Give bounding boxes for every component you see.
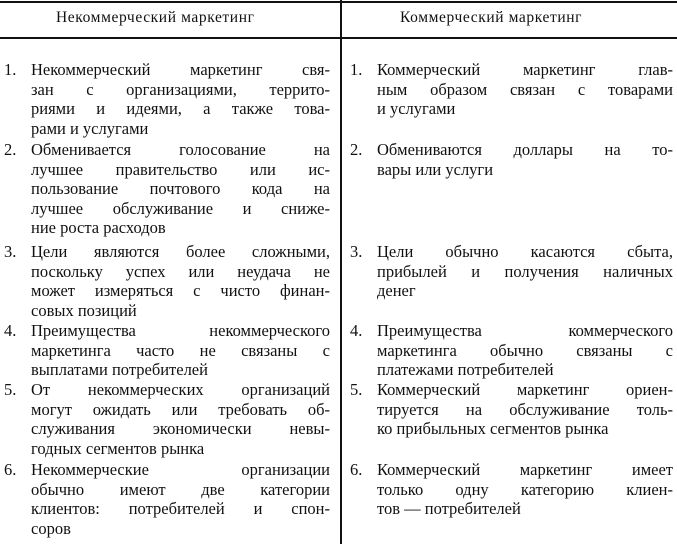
commercial-item-line: только одну категорию клиен-: [377, 479, 673, 499]
noncommercial-item-text: [31, 242, 330, 320]
noncommercial-item-text: [31, 60, 330, 138]
noncommercial-item-number: 1.: [4, 60, 17, 79]
commercial-item-line: вары или услуги: [377, 159, 494, 179]
column-divider: [340, 0, 342, 544]
noncommercial-item-line: могут ожидать или требовать об-: [31, 399, 330, 419]
commercial-item-line: прибылей и получения наличных: [377, 261, 673, 281]
commercial-item-text: [377, 140, 673, 179]
noncommercial-item-text: [31, 140, 330, 238]
noncommercial-item-line: ние роста расходов: [31, 218, 166, 237]
commercial-item-line: Коммерческий маркетинг глав-: [377, 60, 673, 79]
noncommercial-item-line: Некоммерческие организации: [31, 460, 330, 479]
noncommercial-item-number: 3.: [4, 242, 17, 261]
noncommercial-item-line: зан с организациями, террито-: [31, 79, 330, 99]
commercial-item-line: Коммерческий маркетинг имеет: [377, 460, 673, 479]
noncommercial-item-line: может измеряться с чисто финан-: [31, 281, 330, 300]
noncommercial-item-number: 6.: [4, 460, 17, 479]
noncommercial-item-line: обычно имеют две категории: [31, 479, 330, 499]
noncommercial-item-line: Преимущества некоммерческого: [31, 321, 330, 340]
commercial-item-line: Преимущества коммерческого: [377, 321, 673, 340]
noncommercial-item-line: совых позиций: [31, 300, 137, 320]
commercial-item-number: 4.: [350, 321, 363, 340]
noncommercial-item-line: пользование почтового кода на: [31, 179, 330, 198]
commercial-item-text: [377, 321, 673, 380]
table-top-rule: [0, 1, 677, 3]
noncommercial-item-line: соров: [31, 518, 71, 538]
commercial-item-line: Цели обычно касаются сбыта,: [377, 242, 673, 261]
noncommercial-item-text: [31, 460, 330, 538]
commercial-item-line: маркетинга обычно связаны с: [377, 340, 673, 360]
commercial-item-number: 3.: [350, 242, 363, 261]
header-commercial: Коммерческий маркетинг: [400, 9, 583, 26]
commercial-item-line: Коммерческий маркетинг ориен-: [377, 380, 673, 399]
header-rule: [0, 37, 677, 39]
commercial-item-number: 2.: [350, 140, 363, 159]
noncommercial-item-line: От некоммерческих организаций: [31, 380, 330, 399]
noncommercial-item-line: маркетинга часто не связаны с: [31, 340, 330, 360]
commercial-item-text: [377, 380, 673, 439]
commercial-item-text: [377, 460, 673, 519]
noncommercial-item-line: поскольку успех или неудача не: [31, 261, 330, 281]
commercial-item-line: ным образом связан с товарами: [377, 79, 673, 99]
noncommercial-item-line: служивания экономически невы-: [31, 419, 330, 438]
noncommercial-item-line: Некоммерческий маркетинг свя-: [31, 60, 330, 79]
header-noncommercial: Некоммерческий маркетинг: [56, 9, 255, 26]
commercial-item-line: Обмениваются доллары на то-: [377, 140, 673, 159]
commercial-item-line: денег: [377, 281, 416, 300]
commercial-item-line: тов — потребителей: [377, 499, 521, 518]
noncommercial-item-line: клиентов: потребителей и спон-: [31, 499, 330, 518]
commercial-item-line: и услугами: [377, 99, 456, 118]
noncommercial-item-line: выплатами потребителей: [31, 360, 208, 379]
commercial-item-text: [377, 60, 673, 119]
noncommercial-item-line: Цели являются более сложными,: [31, 242, 330, 261]
noncommercial-item-text: [31, 321, 330, 380]
noncommercial-item-line: годных сегментов рынка: [31, 438, 205, 458]
noncommercial-item-number: 5.: [4, 380, 17, 399]
noncommercial-item-text: [31, 380, 330, 458]
commercial-item-line: тируется на обслуживание толь-: [377, 399, 673, 419]
commercial-item-line: платежами потребителей: [377, 360, 554, 379]
noncommercial-item-line: Обменивается голосование на: [31, 140, 330, 159]
noncommercial-item-number: 4.: [4, 321, 17, 340]
commercial-item-number: 1.: [350, 60, 363, 79]
noncommercial-item-line: лучшее правительство или ис-: [31, 159, 330, 179]
commercial-item-text: [377, 242, 673, 301]
commercial-item-number: 6.: [350, 460, 363, 479]
noncommercial-item-line: лучшее обслуживание и сниже-: [31, 198, 330, 218]
noncommercial-item-number: 2.: [4, 140, 17, 159]
noncommercial-item-line: рами и услугами: [31, 118, 149, 138]
noncommercial-item-line: риями и идеями, а также това-: [31, 99, 330, 118]
commercial-item-number: 5.: [350, 380, 363, 399]
commercial-item-line: ко прибыльных сегментов рынка: [377, 419, 609, 438]
